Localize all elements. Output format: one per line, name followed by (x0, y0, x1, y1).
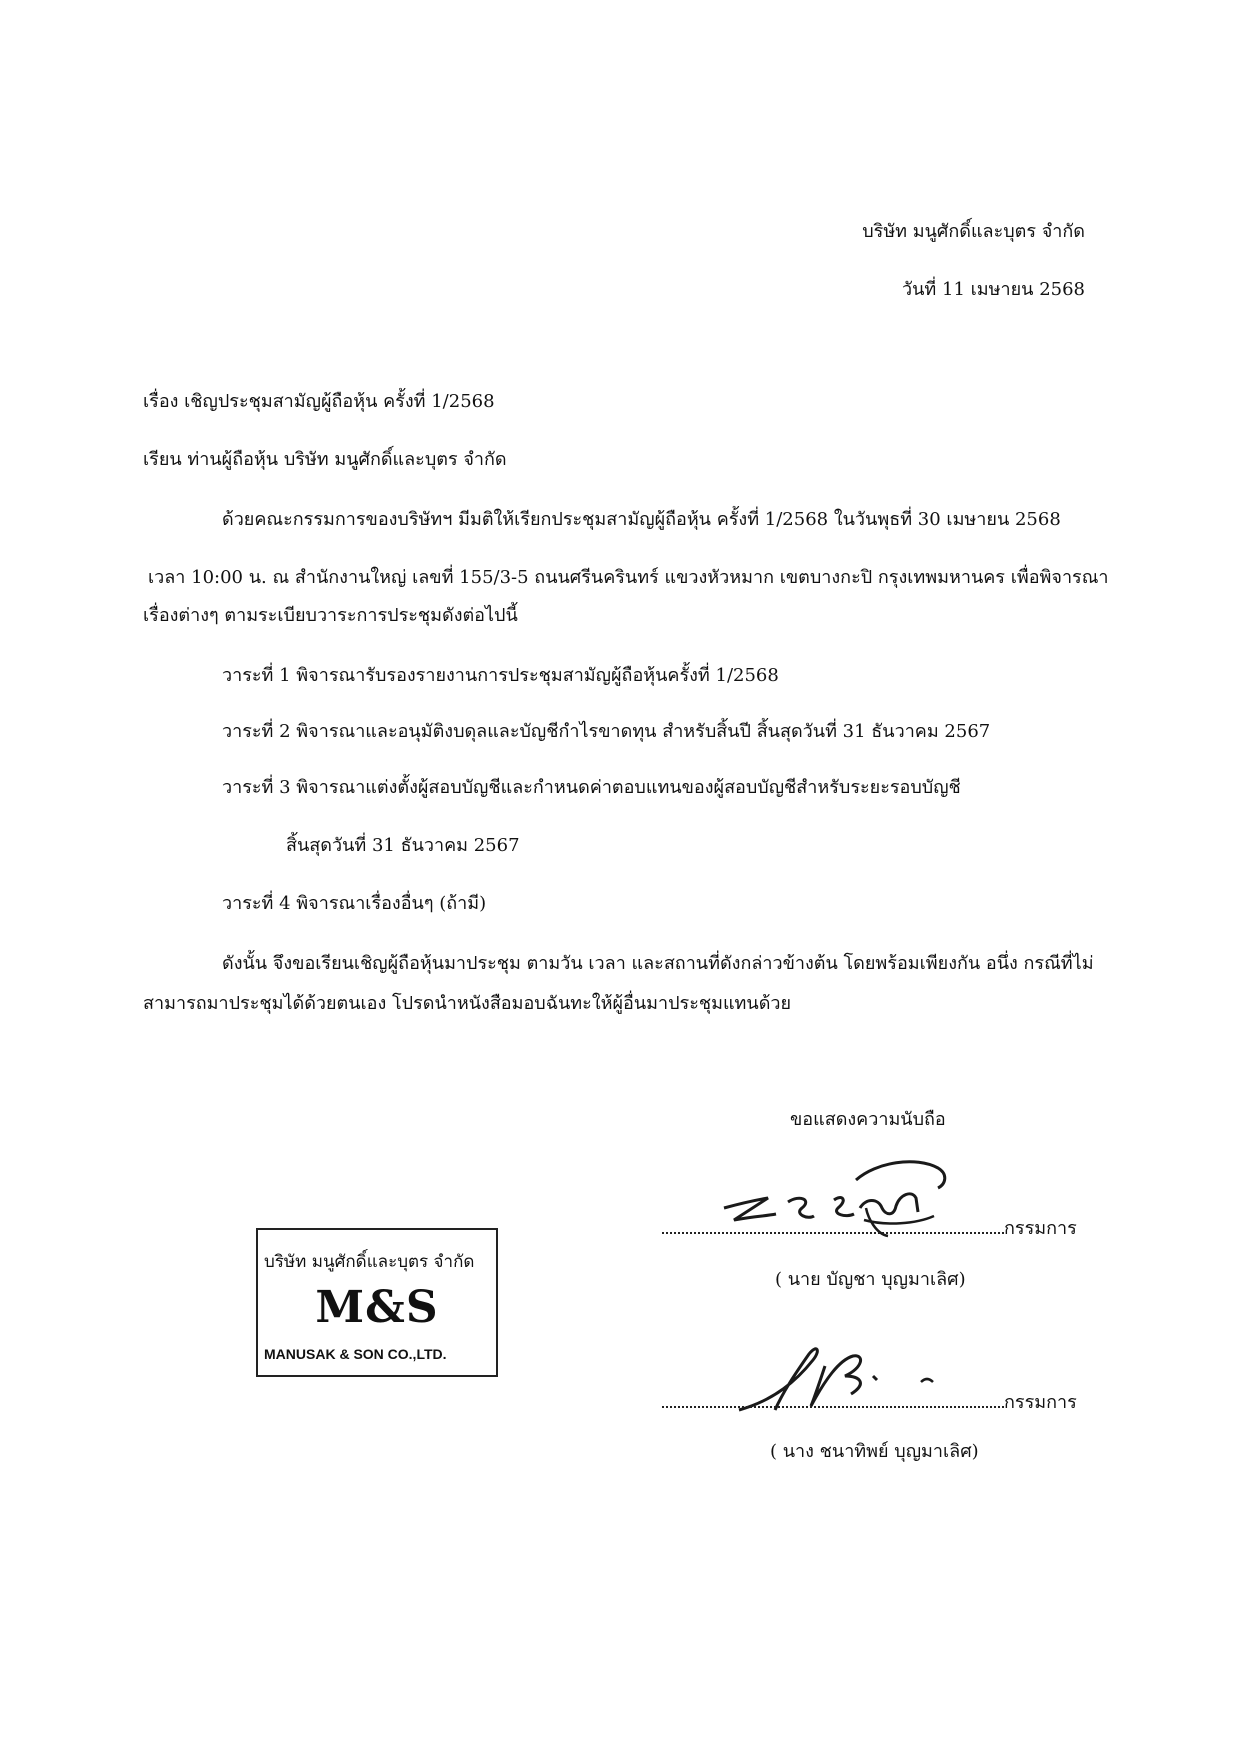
subject-line: เรื่อง เชิญประชุมสามัญผู้ถือหุ้น ครั้งที่ 1/2568 (143, 391, 495, 412)
agenda-item-4: วาระที่ 4 พิจารณาเรื่องอื่นๆ (ถ้ามี) (222, 893, 487, 914)
stamp-company-thai: บริษัท มนูศักดิ์และบุตร จำกัด (264, 1252, 475, 1272)
stamp-logo: M&S (315, 1282, 439, 1333)
body-line-2: เวลา 10:00 น. ณ สำนักงานใหญ่ เลขที่ 155/3-5 ถนนศรีนครินทร์ แขวงหัวหมาก เขตบางกะปิ กรุงเทพมหานคร เพื่อพิจารณา (148, 567, 1109, 588)
closing-line-1: ดังนั้น จึงขอเรียนเชิญผู้ถือหุ้นมาประชุม ตามวัน เวลา และสถานที่ดังกล่าวข้างต้น โดยพร้อมเพียงกัน อนึ่ง กรณีที่ไม่ (222, 953, 1094, 974)
company-stamp (256, 1228, 498, 1377)
signature-dots-1 (662, 1216, 1004, 1234)
body-line-3: เรื่องต่างๆ ตามระเบียบวาระการประชุมดังต่อไปนี้ (143, 605, 518, 626)
signatory-1-title: กรรมการ (1004, 1218, 1077, 1239)
signatory-2-title: กรรมการ (1004, 1392, 1077, 1413)
signature-line-1 (662, 1216, 1077, 1241)
recipient-line: เรียน ท่านผู้ถือหุ้น บริษัท มนูศักดิ์และบุตร จำกัด (143, 449, 507, 470)
signatory-1-name: ( นาย บัญชา บุญมาเลิศ) (775, 1269, 966, 1290)
signature-dots-2 (662, 1390, 1004, 1408)
signatory-2-name: ( นาง ชนาทิพย์ บุญมาเลิศ) (770, 1441, 979, 1462)
regards-text: ขอแสดงความนับถือ (790, 1109, 946, 1130)
closing-line-2: สามารถมาประชุมได้ด้วยตนเอง โปรดนำหนังสือมอบฉันทะให้ผู้อื่นมาประชุมแทนด้วย (143, 993, 792, 1014)
agenda-item-1: วาระที่ 1 พิจารณารับรองรายงานการประชุมสามัญผู้ถือหุ้นครั้งที่ 1/2568 (222, 665, 779, 686)
body-line-1: ด้วยคณะกรรมการของบริษัทฯ มีมติให้เรียกประชุมสามัญผู้ถือหุ้น ครั้งที่ 1/2568 ในวันพุธที่ 30 เมษายน 2568 (222, 509, 1061, 530)
signature-line-2 (662, 1390, 1077, 1415)
letter-date: วันที่ 11 เมษายน 2568 (902, 279, 1085, 300)
company-name: บริษัท มนูศักดิ์และบุตร จำกัด (862, 221, 1085, 242)
agenda-item-2: วาระที่ 2 พิจารณาและอนุมัติงบดุลและบัญชีกำไรขาดทุน สำหรับสิ้นปี สิ้นสุดวันที่ 31 ธันวาคม 2567 (222, 721, 991, 742)
agenda-item-3-cont: สิ้นสุดวันที่ 31 ธันวาคม 2567 (286, 835, 520, 856)
stamp-company-english: MANUSAK & SON CO.,LTD. (264, 1346, 447, 1362)
agenda-item-3: วาระที่ 3 พิจารณาแต่งตั้งผู้สอบบัญชีและกำหนดค่าตอบแทนของผู้สอบบัญชีสำหรับระยะรอบบัญชี (222, 777, 961, 798)
